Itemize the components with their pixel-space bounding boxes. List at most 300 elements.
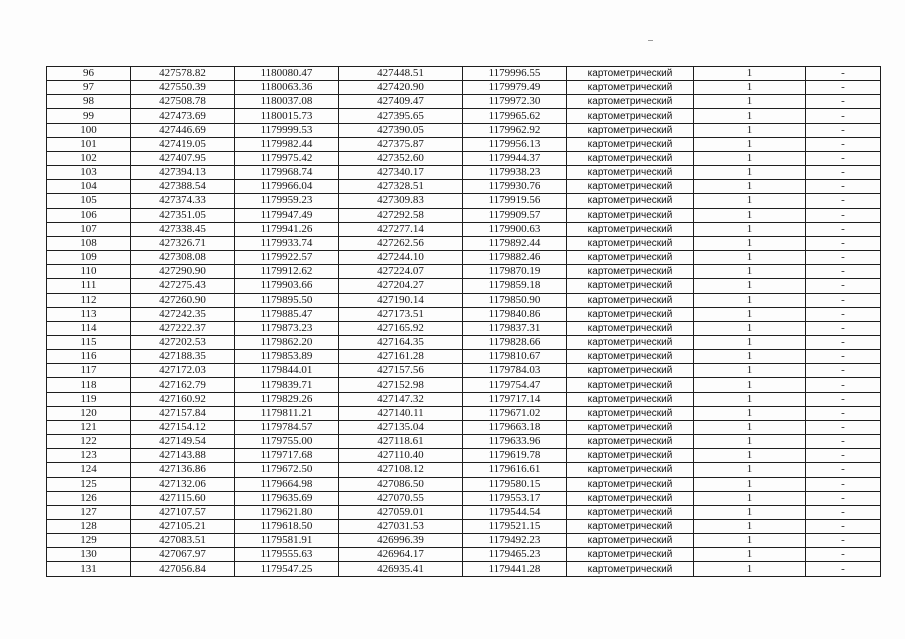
y-end-cell: 1179828.66: [463, 335, 567, 349]
table-row: [47, 151, 881, 165]
x-start-cell: 427260.90: [131, 293, 235, 307]
point-number-cell: 123: [47, 449, 131, 463]
accuracy-cell: 1: [694, 137, 806, 151]
point-number-cell: 122: [47, 435, 131, 449]
note-cell: -: [806, 420, 881, 434]
y-end-cell: 1179580.15: [463, 477, 567, 491]
x-start-cell: 427222.37: [131, 321, 235, 335]
accuracy-cell: 1: [694, 350, 806, 364]
x-end-cell: 427390.05: [339, 123, 463, 137]
method-cell: картометрический: [567, 194, 694, 208]
table-row: [47, 194, 881, 208]
x-end-cell: 427147.32: [339, 392, 463, 406]
y-start-cell: 1179635.69: [235, 491, 339, 505]
x-start-cell: 427143.88: [131, 449, 235, 463]
note-cell: -: [806, 449, 881, 463]
point-number-cell: 116: [47, 350, 131, 364]
x-end-cell: 427070.55: [339, 491, 463, 505]
note-cell: -: [806, 166, 881, 180]
table-row: [47, 279, 881, 293]
point-number-cell: 104: [47, 180, 131, 194]
table-row: [47, 562, 881, 576]
x-end-cell: 426996.39: [339, 534, 463, 548]
note-cell: -: [806, 123, 881, 137]
point-number-cell: 115: [47, 335, 131, 349]
point-number-cell: 105: [47, 194, 131, 208]
method-cell: картометрический: [567, 222, 694, 236]
note-cell: -: [806, 378, 881, 392]
point-number-cell: 101: [47, 137, 131, 151]
point-number-cell: 108: [47, 236, 131, 250]
note-cell: -: [806, 505, 881, 519]
y-end-cell: 1179900.63: [463, 222, 567, 236]
method-cell: картометрический: [567, 477, 694, 491]
method-cell: картометрический: [567, 364, 694, 378]
x-start-cell: 427473.69: [131, 109, 235, 123]
y-start-cell: 1179947.49: [235, 208, 339, 222]
table-row: [47, 392, 881, 406]
x-start-cell: 427107.57: [131, 505, 235, 519]
method-cell: картометрический: [567, 307, 694, 321]
y-start-cell: 1179829.26: [235, 392, 339, 406]
table-row: [47, 251, 881, 265]
accuracy-cell: 1: [694, 463, 806, 477]
y-start-cell: 1179581.91: [235, 534, 339, 548]
note-cell: -: [806, 109, 881, 123]
note-cell: -: [806, 137, 881, 151]
point-number-cell: 124: [47, 463, 131, 477]
accuracy-cell: 1: [694, 208, 806, 222]
x-start-cell: 427172.03: [131, 364, 235, 378]
method-cell: картометрический: [567, 350, 694, 364]
x-end-cell: 427224.07: [339, 265, 463, 279]
x-start-cell: 427550.39: [131, 81, 235, 95]
table-row: [47, 137, 881, 151]
note-cell: -: [806, 350, 881, 364]
point-number-cell: 111: [47, 279, 131, 293]
table-row: [47, 449, 881, 463]
accuracy-cell: 1: [694, 520, 806, 534]
y-end-cell: 1179919.56: [463, 194, 567, 208]
point-number-cell: 117: [47, 364, 131, 378]
x-end-cell: 426964.17: [339, 548, 463, 562]
y-end-cell: 1179962.92: [463, 123, 567, 137]
x-end-cell: 427292.58: [339, 208, 463, 222]
y-end-cell: 1179544.54: [463, 505, 567, 519]
x-end-cell: 427277.14: [339, 222, 463, 236]
y-start-cell: 1179966.04: [235, 180, 339, 194]
method-cell: картометрический: [567, 109, 694, 123]
x-start-cell: 427157.84: [131, 406, 235, 420]
note-cell: -: [806, 251, 881, 265]
y-start-cell: 1179999.53: [235, 123, 339, 137]
x-start-cell: 427388.54: [131, 180, 235, 194]
y-end-cell: 1179441.28: [463, 562, 567, 576]
accuracy-cell: 1: [694, 279, 806, 293]
x-end-cell: 427152.98: [339, 378, 463, 392]
x-end-cell: 427140.11: [339, 406, 463, 420]
accuracy-cell: 1: [694, 95, 806, 109]
table-row: [47, 166, 881, 180]
method-cell: картометрический: [567, 321, 694, 335]
table-row: [47, 335, 881, 349]
method-cell: картометрический: [567, 208, 694, 222]
y-end-cell: 1179492.23: [463, 534, 567, 548]
accuracy-cell: 1: [694, 335, 806, 349]
accuracy-cell: 1: [694, 236, 806, 250]
x-start-cell: 427136.86: [131, 463, 235, 477]
accuracy-cell: 1: [694, 180, 806, 194]
y-start-cell: 1179618.50: [235, 520, 339, 534]
note-cell: -: [806, 562, 881, 576]
y-start-cell: 1179968.74: [235, 166, 339, 180]
x-start-cell: 427326.71: [131, 236, 235, 250]
point-number-cell: 103: [47, 166, 131, 180]
y-end-cell: 1179996.55: [463, 67, 567, 81]
coordinates-table-body: [47, 67, 881, 577]
x-start-cell: 427188.35: [131, 350, 235, 364]
table-row: [47, 378, 881, 392]
y-start-cell: 1179941.26: [235, 222, 339, 236]
method-cell: картометрический: [567, 151, 694, 165]
y-start-cell: 1179873.23: [235, 321, 339, 335]
x-end-cell: 427204.27: [339, 279, 463, 293]
accuracy-cell: 1: [694, 293, 806, 307]
accuracy-cell: 1: [694, 406, 806, 420]
x-start-cell: 427407.95: [131, 151, 235, 165]
table-row: [47, 307, 881, 321]
point-number-cell: 126: [47, 491, 131, 505]
y-end-cell: 1179521.15: [463, 520, 567, 534]
table-row: [47, 534, 881, 548]
table-row: [47, 505, 881, 519]
y-start-cell: 1179885.47: [235, 307, 339, 321]
y-end-cell: 1179944.37: [463, 151, 567, 165]
x-start-cell: 427115.60: [131, 491, 235, 505]
note-cell: -: [806, 392, 881, 406]
y-start-cell: 1179933.74: [235, 236, 339, 250]
x-end-cell: 427031.53: [339, 520, 463, 534]
accuracy-cell: 1: [694, 534, 806, 548]
note-cell: -: [806, 364, 881, 378]
y-end-cell: 1179465.23: [463, 548, 567, 562]
y-start-cell: 1179811.21: [235, 406, 339, 420]
table-row: [47, 350, 881, 364]
y-start-cell: 1179895.50: [235, 293, 339, 307]
x-end-cell: 427352.60: [339, 151, 463, 165]
note-cell: -: [806, 463, 881, 477]
y-start-cell: 1179982.44: [235, 137, 339, 151]
y-end-cell: 1179784.03: [463, 364, 567, 378]
x-start-cell: 427508.78: [131, 95, 235, 109]
x-end-cell: 427340.17: [339, 166, 463, 180]
accuracy-cell: 1: [694, 435, 806, 449]
x-start-cell: 427275.43: [131, 279, 235, 293]
x-end-cell: 427190.14: [339, 293, 463, 307]
table-row: [47, 293, 881, 307]
point-number-cell: 107: [47, 222, 131, 236]
x-end-cell: 427375.87: [339, 137, 463, 151]
point-number-cell: 127: [47, 505, 131, 519]
x-end-cell: 427161.28: [339, 350, 463, 364]
table-row: [47, 548, 881, 562]
y-end-cell: 1179870.19: [463, 265, 567, 279]
point-number-cell: 119: [47, 392, 131, 406]
accuracy-cell: 1: [694, 449, 806, 463]
x-start-cell: 427290.90: [131, 265, 235, 279]
y-end-cell: 1179810.67: [463, 350, 567, 364]
x-end-cell: 427118.61: [339, 435, 463, 449]
note-cell: -: [806, 477, 881, 491]
x-end-cell: 427173.51: [339, 307, 463, 321]
y-end-cell: 1179850.90: [463, 293, 567, 307]
accuracy-cell: 1: [694, 123, 806, 137]
x-start-cell: 427338.45: [131, 222, 235, 236]
note-cell: -: [806, 81, 881, 95]
method-cell: картометрический: [567, 406, 694, 420]
note-cell: -: [806, 67, 881, 81]
x-start-cell: 427242.35: [131, 307, 235, 321]
method-cell: картометрический: [567, 67, 694, 81]
x-start-cell: 427132.06: [131, 477, 235, 491]
x-end-cell: 427165.92: [339, 321, 463, 335]
point-number-cell: 118: [47, 378, 131, 392]
note-cell: -: [806, 548, 881, 562]
y-end-cell: 1179909.57: [463, 208, 567, 222]
x-start-cell: 427374.33: [131, 194, 235, 208]
table-row: [47, 109, 881, 123]
x-end-cell: 427395.65: [339, 109, 463, 123]
x-end-cell: 427309.83: [339, 194, 463, 208]
note-cell: -: [806, 520, 881, 534]
accuracy-cell: 1: [694, 81, 806, 95]
method-cell: картометрический: [567, 137, 694, 151]
note-cell: -: [806, 236, 881, 250]
point-number-cell: 114: [47, 321, 131, 335]
y-start-cell: 1179755.00: [235, 435, 339, 449]
note-cell: -: [806, 307, 881, 321]
y-end-cell: 1179837.31: [463, 321, 567, 335]
accuracy-cell: 1: [694, 265, 806, 279]
y-start-cell: 1180080.47: [235, 67, 339, 81]
y-end-cell: 1179965.62: [463, 109, 567, 123]
y-start-cell: 1179555.63: [235, 548, 339, 562]
x-start-cell: 427105.21: [131, 520, 235, 534]
y-start-cell: 1179839.71: [235, 378, 339, 392]
x-end-cell: 427328.51: [339, 180, 463, 194]
table-row: [47, 420, 881, 434]
point-number-cell: 98: [47, 95, 131, 109]
point-number-cell: 125: [47, 477, 131, 491]
table-row: [47, 463, 881, 477]
y-end-cell: 1179717.14: [463, 392, 567, 406]
method-cell: картометрический: [567, 95, 694, 109]
note-cell: -: [806, 194, 881, 208]
note-cell: -: [806, 151, 881, 165]
y-end-cell: 1179633.96: [463, 435, 567, 449]
note-cell: -: [806, 208, 881, 222]
y-start-cell: 1179862.20: [235, 335, 339, 349]
accuracy-cell: 1: [694, 194, 806, 208]
y-start-cell: 1179853.89: [235, 350, 339, 364]
x-start-cell: 427067.97: [131, 548, 235, 562]
table-row: [47, 236, 881, 250]
accuracy-cell: 1: [694, 364, 806, 378]
y-start-cell: 1179903.66: [235, 279, 339, 293]
y-start-cell: 1179547.25: [235, 562, 339, 576]
y-end-cell: 1179663.18: [463, 420, 567, 434]
point-number-cell: 128: [47, 520, 131, 534]
table-row: [47, 477, 881, 491]
point-number-cell: 110: [47, 265, 131, 279]
y-start-cell: 1180037.08: [235, 95, 339, 109]
y-end-cell: 1179892.44: [463, 236, 567, 250]
y-end-cell: 1179930.76: [463, 180, 567, 194]
x-end-cell: 427157.56: [339, 364, 463, 378]
note-cell: -: [806, 279, 881, 293]
method-cell: картометрический: [567, 520, 694, 534]
accuracy-cell: 1: [694, 378, 806, 392]
y-end-cell: 1179840.86: [463, 307, 567, 321]
x-end-cell: 427244.10: [339, 251, 463, 265]
accuracy-cell: 1: [694, 562, 806, 576]
table-row: [47, 321, 881, 335]
accuracy-cell: 1: [694, 166, 806, 180]
point-number-cell: 120: [47, 406, 131, 420]
note-cell: -: [806, 406, 881, 420]
method-cell: картометрический: [567, 265, 694, 279]
y-start-cell: 1179672.50: [235, 463, 339, 477]
accuracy-cell: 1: [694, 151, 806, 165]
accuracy-cell: 1: [694, 491, 806, 505]
method-cell: картометрический: [567, 392, 694, 406]
method-cell: картометрический: [567, 505, 694, 519]
method-cell: картометрический: [567, 180, 694, 194]
table-row: [47, 95, 881, 109]
y-start-cell: 1179959.23: [235, 194, 339, 208]
x-start-cell: 427394.13: [131, 166, 235, 180]
method-cell: картометрический: [567, 435, 694, 449]
y-end-cell: 1179956.13: [463, 137, 567, 151]
x-end-cell: 427262.56: [339, 236, 463, 250]
table-row: [47, 81, 881, 95]
table-row: [47, 208, 881, 222]
note-cell: -: [806, 491, 881, 505]
x-start-cell: 427149.54: [131, 435, 235, 449]
y-start-cell: 1179844.01: [235, 364, 339, 378]
x-end-cell: 427059.01: [339, 505, 463, 519]
method-cell: картометрический: [567, 449, 694, 463]
method-cell: картометрический: [567, 123, 694, 137]
point-number-cell: 97: [47, 81, 131, 95]
method-cell: картометрический: [567, 335, 694, 349]
y-start-cell: 1179922.57: [235, 251, 339, 265]
x-start-cell: 427083.51: [131, 534, 235, 548]
table-row: [47, 123, 881, 137]
note-cell: -: [806, 293, 881, 307]
x-start-cell: 427308.08: [131, 251, 235, 265]
note-cell: -: [806, 534, 881, 548]
accuracy-cell: 1: [694, 321, 806, 335]
point-number-cell: 96: [47, 67, 131, 81]
table-row: [47, 520, 881, 534]
accuracy-cell: 1: [694, 548, 806, 562]
table-row: [47, 491, 881, 505]
y-start-cell: 1179664.98: [235, 477, 339, 491]
y-end-cell: 1179972.30: [463, 95, 567, 109]
accuracy-cell: 1: [694, 222, 806, 236]
y-end-cell: 1179619.78: [463, 449, 567, 463]
y-start-cell: 1179621.80: [235, 505, 339, 519]
x-end-cell: 426935.41: [339, 562, 463, 576]
method-cell: картометрический: [567, 378, 694, 392]
method-cell: картометрический: [567, 562, 694, 576]
x-start-cell: 427202.53: [131, 335, 235, 349]
point-number-cell: 121: [47, 420, 131, 434]
y-end-cell: 1179882.46: [463, 251, 567, 265]
point-number-cell: 100: [47, 123, 131, 137]
point-number-cell: 106: [47, 208, 131, 222]
point-number-cell: 112: [47, 293, 131, 307]
method-cell: картометрический: [567, 279, 694, 293]
method-cell: картометрический: [567, 251, 694, 265]
table-row: [47, 364, 881, 378]
note-cell: -: [806, 265, 881, 279]
table-row: [47, 67, 881, 81]
x-start-cell: 427578.82: [131, 67, 235, 81]
y-end-cell: 1179754.47: [463, 378, 567, 392]
accuracy-cell: 1: [694, 477, 806, 491]
y-end-cell: 1179553.17: [463, 491, 567, 505]
method-cell: картометрический: [567, 420, 694, 434]
x-start-cell: 427154.12: [131, 420, 235, 434]
table-row: [47, 222, 881, 236]
x-start-cell: 427351.05: [131, 208, 235, 222]
accuracy-cell: 1: [694, 392, 806, 406]
note-cell: -: [806, 335, 881, 349]
x-end-cell: 427086.50: [339, 477, 463, 491]
method-cell: картометрический: [567, 548, 694, 562]
x-end-cell: 427448.51: [339, 67, 463, 81]
table-row: [47, 435, 881, 449]
method-cell: картометрический: [567, 236, 694, 250]
accuracy-cell: 1: [694, 307, 806, 321]
note-cell: -: [806, 435, 881, 449]
y-start-cell: 1179975.42: [235, 151, 339, 165]
accuracy-cell: 1: [694, 505, 806, 519]
note-cell: -: [806, 321, 881, 335]
accuracy-cell: 1: [694, 109, 806, 123]
y-start-cell: 1180063.36: [235, 81, 339, 95]
x-start-cell: 427160.92: [131, 392, 235, 406]
coordinates-table: [46, 66, 881, 577]
x-start-cell: 427419.05: [131, 137, 235, 151]
method-cell: картометрический: [567, 534, 694, 548]
y-start-cell: 1180015.73: [235, 109, 339, 123]
method-cell: картометрический: [567, 166, 694, 180]
y-start-cell: 1179784.57: [235, 420, 339, 434]
y-start-cell: 1179912.62: [235, 265, 339, 279]
point-number-cell: 99: [47, 109, 131, 123]
point-number-cell: 109: [47, 251, 131, 265]
point-number-cell: 129: [47, 534, 131, 548]
accuracy-cell: 1: [694, 420, 806, 434]
y-start-cell: 1179717.68: [235, 449, 339, 463]
x-end-cell: 427110.40: [339, 449, 463, 463]
table-row: [47, 406, 881, 420]
x-end-cell: 427164.35: [339, 335, 463, 349]
method-cell: картометрический: [567, 81, 694, 95]
